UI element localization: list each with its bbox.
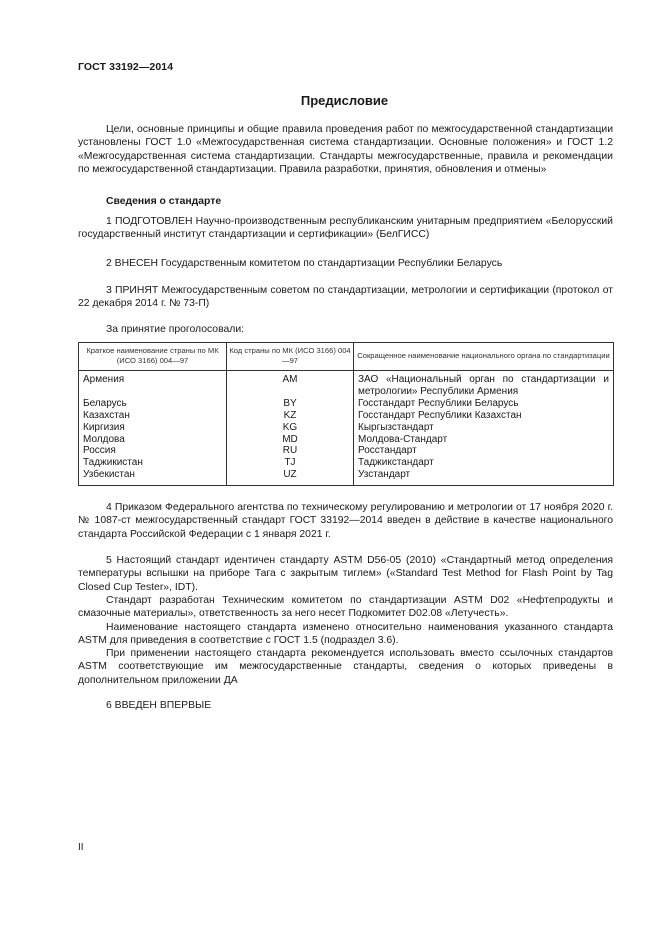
org-cell: Молдова-Стандарт — [354, 434, 614, 446]
intro-paragraph: Цели, основные принципы и общие правила проведения работ по межгосударственной стандартизации установлены ГОСТ 1.0 «Межгосударственная система стандартизации. Основные положения» и ГОСТ 1.2 «Межгосударственная система стандартизации. Стандарты межгосударственные, правила и рекомендации по межгосударственной стандартизации. Правила разработки, принятия, обновления и отмены» — [78, 124, 613, 175]
country-cell: Беларусь — [79, 398, 227, 410]
country-cell: Таджикистан — [79, 457, 227, 469]
section-subheading: Сведения о стандарте — [106, 196, 222, 207]
page-title: Предисловие — [300, 93, 389, 108]
page-number: II — [78, 842, 84, 853]
item-4-paragraph: 4 Приказом Федерального агентства по техническому регулированию и метрологии от 17 ноября 2020 г. № 1087-ст межгосударственный стандарт ГОСТ 33192—2014 введен в действие в качестве национального стандарта Российской Федерации с 1 января 2021 г. — [78, 502, 613, 540]
code-cell: AM — [227, 371, 354, 398]
header-country-code: Код страны по МК (ИСО 3166) 004—97 — [227, 343, 354, 371]
item-6-paragraph: 6 ВВЕДЕН ВПЕРВЫЕ — [106, 700, 212, 711]
table-row — [79, 445, 614, 457]
code-cell: MD — [227, 434, 354, 446]
item-2-paragraph: 2 ВНЕСЕН Государственным комитетом по стандартизации Республики Беларусь — [106, 258, 503, 269]
org-cell: Госстандарт Республики Казахстан — [354, 410, 614, 422]
org-cell: Узстандарт — [354, 469, 614, 485]
code-cell: TJ — [227, 457, 354, 469]
item-5-committee-paragraph: Стандарт разработан Техническим комитетом по стандартизации ASTM D02 «Нефтепродукты и смазочные материалы», ответственность за него несет Подкомитет D02.08 «Летучесть». — [78, 595, 613, 620]
country-cell: Казахстан — [79, 410, 227, 422]
country-cell: Россия — [79, 445, 227, 457]
country-cell: Киргизия — [79, 422, 227, 434]
code-cell: KG — [227, 422, 354, 434]
table-row — [79, 434, 614, 446]
table-header-row — [79, 343, 614, 371]
country-cell: Армения — [79, 371, 227, 398]
table-row — [79, 371, 614, 398]
org-cell: Кыргызстандарт — [354, 422, 614, 434]
code-cell: BY — [227, 398, 354, 410]
item-5-paragraph: 5 Настоящий стандарт идентичен стандарту ASTM D56-05 (2010) «Стандартный метод определения температуры вспышки на приборе Тага с закрытым тиглем» («Standard Test Method for Flash Point by Tag Closed Cup Tester», IDT). — [78, 555, 613, 593]
table-row — [79, 457, 614, 469]
header-standards-body: Сокращенное наименование национального органа по стандартизации — [354, 343, 614, 371]
table-row — [79, 469, 614, 485]
item-5-title-change-paragraph: Наименование настоящего стандарта изменено относительно наименования указанного стандарта ASTM для приведения в соответствие с ГОСТ 1.5 (подраздел 3.6). — [78, 622, 613, 647]
document-number-header: ГОСТ 33192—2014 — [78, 61, 174, 73]
org-cell: Таджикстандарт — [354, 457, 614, 469]
org-cell: ЗАО «Национальный орган по стандартизации и метрологии» Республики Армения — [354, 371, 614, 398]
code-cell: RU — [227, 445, 354, 457]
item-5-references-paragraph: При применении настоящего стандарта рекомендуется использовать вместо ссылочных стандартов ASTM соответствующие им межгосударственные стандарты, сведения о которых приведены в дополнительном приложении ДА — [78, 648, 613, 686]
voting-countries-table — [78, 342, 614, 486]
table-row — [79, 422, 614, 434]
table-row — [79, 398, 614, 410]
country-cell: Узбекистан — [79, 469, 227, 485]
vote-label: За принятие проголосовали: — [106, 324, 245, 335]
code-cell: KZ — [227, 410, 354, 422]
header-country-name: Краткое наименование страны по МК (ИСО 3166) 004—97 — [79, 343, 227, 371]
item-1-paragraph: 1 ПОДГОТОВЛЕН Научно-производственным республиканским унитарным предприятием «Белорусский государственный институт стандартизации и сертификации» (БелГИСС) — [78, 216, 613, 241]
country-cell: Молдова — [79, 434, 227, 446]
table-row — [79, 410, 614, 422]
org-cell: Росстандарт — [354, 445, 614, 457]
item-3-paragraph: 3 ПРИНЯТ Межгосударственным советом по стандартизации, метрологии и сертификации (протокол от 22 декабря 2014 г. № 73-П) — [78, 285, 613, 310]
org-cell: Госстандарт Республики Беларусь — [354, 398, 614, 410]
code-cell: UZ — [227, 469, 354, 485]
